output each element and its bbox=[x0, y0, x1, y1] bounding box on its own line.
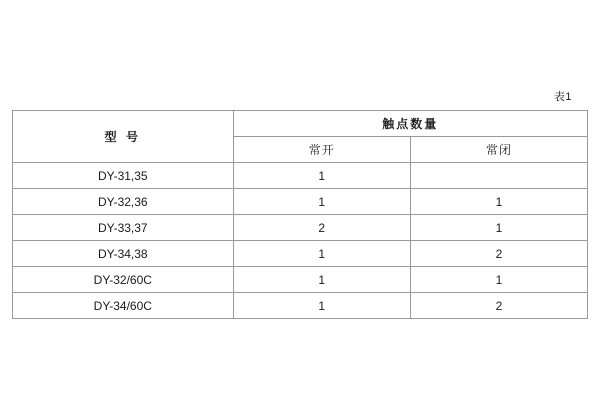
table-row bbox=[13, 241, 588, 267]
header-cell-normally-open: 常开 bbox=[233, 137, 410, 163]
table-header-row-1 bbox=[13, 111, 588, 137]
cell-normally-open: 1 bbox=[233, 293, 410, 319]
header-cell-contact-count: 触点数量 bbox=[233, 111, 587, 137]
table-row bbox=[13, 267, 588, 293]
cell-normally-closed bbox=[410, 163, 587, 189]
cell-normally-closed: 2 bbox=[410, 293, 587, 319]
table-caption: 表1 bbox=[553, 91, 572, 103]
table-row bbox=[13, 293, 588, 319]
cell-normally-open: 1 bbox=[233, 189, 410, 215]
contact-count-table-wrapper bbox=[12, 110, 588, 319]
header-cell-model: 型 号 bbox=[13, 111, 234, 163]
cell-model: DY-32,36 bbox=[13, 189, 234, 215]
cell-normally-open: 2 bbox=[233, 215, 410, 241]
cell-normally-open: 1 bbox=[233, 241, 410, 267]
table-row bbox=[13, 215, 588, 241]
cell-model: DY-32/60C bbox=[13, 267, 234, 293]
header-cell-normally-closed: 常闭 bbox=[410, 137, 587, 163]
table-row bbox=[13, 163, 588, 189]
cell-normally-closed: 1 bbox=[410, 215, 587, 241]
contact-count-table bbox=[12, 110, 588, 319]
cell-normally-open: 1 bbox=[233, 163, 410, 189]
cell-normally-closed: 1 bbox=[410, 189, 587, 215]
cell-model: DY-34,38 bbox=[13, 241, 234, 267]
cell-normally-closed: 2 bbox=[410, 241, 587, 267]
cell-model: DY-34/60C bbox=[13, 293, 234, 319]
cell-model: DY-33,37 bbox=[13, 215, 234, 241]
cell-normally-open: 1 bbox=[233, 267, 410, 293]
cell-model: DY-31,35 bbox=[13, 163, 234, 189]
table-row bbox=[13, 189, 588, 215]
cell-normally-closed: 1 bbox=[410, 267, 587, 293]
